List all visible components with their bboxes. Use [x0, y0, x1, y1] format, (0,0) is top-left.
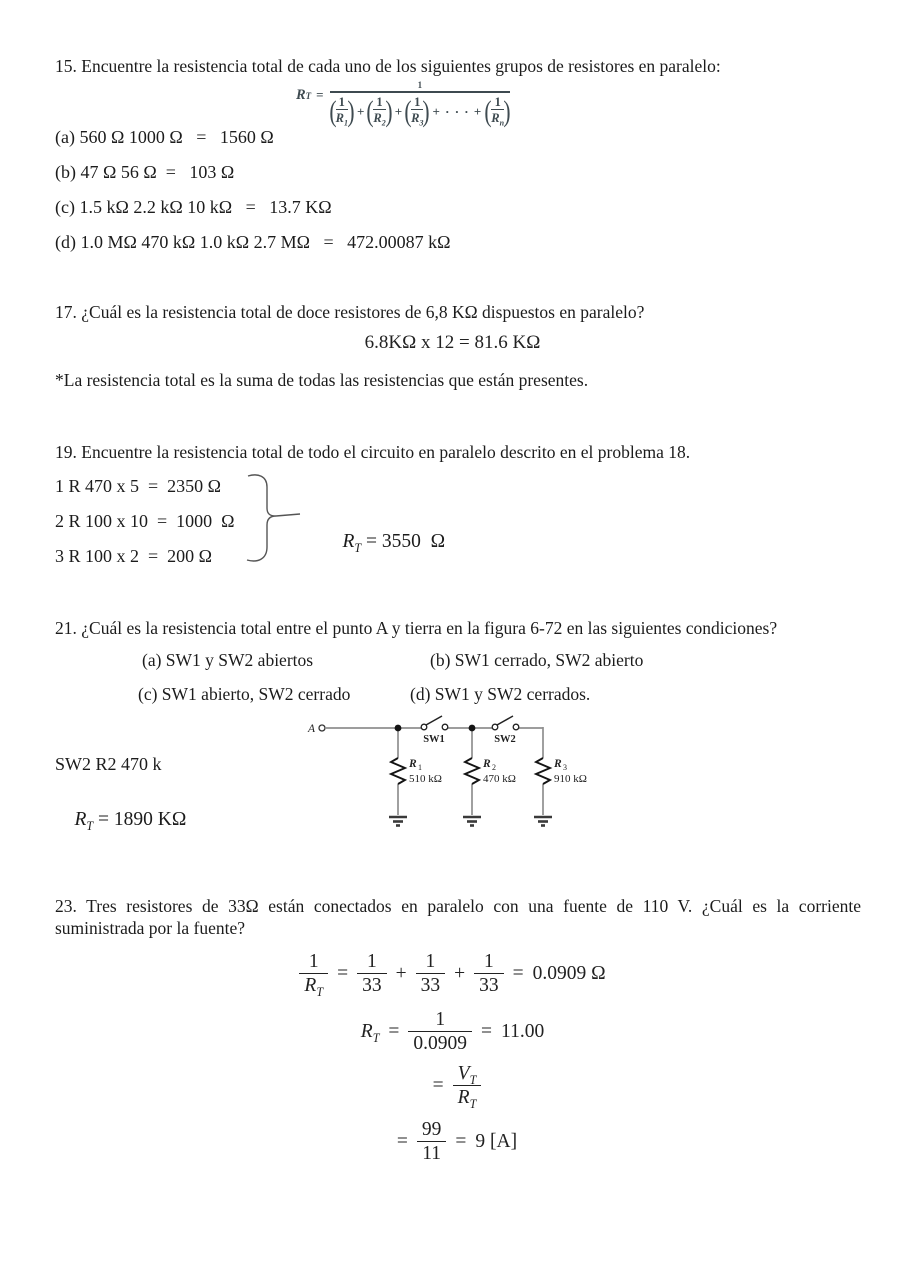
problem-23-text-line2: suministrada por la fuente? [55, 918, 246, 938]
paren-close-icon: ) [503, 95, 511, 129]
term-n-fraction: 1 $R_n$ [491, 95, 505, 128]
term-1-fraction: 1 $R_1$ [335, 95, 348, 128]
r3-value-label: 910 kΩ [554, 773, 587, 785]
switch-sw1-icon [421, 716, 448, 730]
p19-work-line-1: 1 R 470 x 5 = 2350 Ω [55, 476, 222, 496]
plus-sign: + [394, 104, 403, 120]
circuit-figure-6-72 [303, 714, 615, 840]
ground-icon [389, 817, 552, 826]
parallel-resistance-formula [296, 80, 510, 131]
formula-denominator [330, 93, 511, 131]
resistor-r2-icon [465, 758, 479, 784]
r2-var-label: R [483, 758, 491, 770]
fraction-1-over-33: $\frac{1}{33}$ [416, 950, 446, 997]
p21-option-b: (b) SW1 cerrado, SW2 abierto [430, 650, 644, 670]
fraction-1-over-33: $\frac{1}{33}$ [357, 950, 387, 997]
ellipsis-dots: + · · · + [432, 104, 483, 120]
p19-work-line-3: 3 R 100 x 2 = 200 Ω [55, 546, 213, 566]
p21-result: $R_T = 1890$ KΩ [74, 809, 187, 833]
junction-dot-icon [395, 725, 402, 732]
r1-var-label: R [409, 758, 417, 770]
node-a-label: A [308, 723, 316, 735]
answer-b: (b) 47 Ω 56 Ω = 103 Ω [55, 162, 235, 182]
plus-sign: + [454, 962, 466, 984]
r2-value-label: 470 kΩ [483, 773, 516, 785]
formula-numerator: 1 [330, 80, 511, 93]
paren-close-icon: ) [422, 95, 431, 129]
formula-big-fraction [330, 80, 511, 131]
paren-open-icon: ( [328, 95, 337, 129]
r2-sub-label: 2 [492, 763, 496, 772]
problem-23-text-line1: 23. Tres resistores de 33Ω están conectados en paralelo con una fuente de 110 V. ¿Cuál es la corriente [55, 896, 861, 916]
p21-option-c: (c) SW1 abierto, SW2 cerrado [138, 684, 351, 704]
problem-17-equation: 6.8KΩ x 12 = 81.6 KΩ [364, 332, 541, 353]
paren-open-icon: ( [484, 95, 492, 129]
equals-sign: = [512, 962, 524, 984]
problem-17-note: *La resistencia total es la suma de todas las resistencias que están presentes. [55, 370, 589, 390]
term-2-fraction: 1 $R_2$ [373, 95, 386, 128]
p21-option-a: (a) SW1 y SW2 abiertos [142, 650, 314, 670]
equals-sign: = [455, 1130, 467, 1152]
fraction-vt-over-rt: $\frac{V_T}{R_T}$ [453, 1062, 482, 1109]
p23-equation-4 [0, 1118, 905, 1165]
plus-sign: + [356, 104, 365, 120]
terminal-a-icon [319, 725, 325, 731]
resistor-r3-icon [536, 758, 550, 784]
equals-sign: = [388, 1020, 400, 1042]
p19-result: $R_T = 3550$ Ω [342, 531, 446, 555]
r1-value-label: 510 kΩ [409, 773, 442, 785]
eq1-result: 0.0909 Ω [532, 962, 606, 984]
p23-equation-2 [0, 1008, 905, 1055]
r3-var-label: R [554, 758, 562, 770]
rt-variable: $R_T$ [360, 1020, 380, 1045]
answer-d: (d) 1.0 MΩ 470 kΩ 1.0 kΩ 2.7 MΩ = 472.00087 kΩ [55, 232, 451, 252]
equals-sign: = [481, 1020, 493, 1042]
sw1-label: SW1 [423, 734, 445, 745]
answer-a: (a) 560 Ω 1000 Ω = 1560 Ω [55, 127, 274, 147]
fraction-99-over-11: $\frac{99}{11}$ [417, 1118, 447, 1165]
paren-close-icon: ) [347, 95, 355, 129]
term-3-fraction: 1 $R_3$ [411, 95, 424, 128]
p21-work-line: SW2 R2 470 k [55, 754, 162, 774]
problem-17-equation-row [0, 332, 905, 354]
sw2-label: SW2 [494, 734, 516, 745]
formula-lhs-var: R [296, 87, 306, 103]
fraction-1-over-00909: $\frac{1}{0.0909}$ [408, 1008, 472, 1055]
equals-sign: = [337, 962, 349, 984]
eq4-result: 9 [A] [475, 1130, 518, 1152]
p19-work-line-2: 2 R 100 x 10 = 1000 Ω [55, 511, 235, 531]
problem-21-title: 21. ¿Cuál es la resistencia total entre el punto A y tierra en la figura 6-72 en las siguientes condiciones? [55, 618, 778, 638]
answer-c: (c) 1.5 kΩ 2.2 kΩ 10 kΩ = 13.7 KΩ [55, 197, 332, 217]
r1-sub-label: 1 [418, 763, 422, 772]
formula-lhs-sub: T [305, 91, 312, 101]
plus-sign: + [395, 962, 407, 984]
switch-sw2-icon [492, 716, 519, 730]
p21-option-d: (d) SW1 y SW2 cerrados. [410, 684, 591, 704]
resistor-r1-icon [391, 758, 405, 784]
paren-open-icon: ( [404, 95, 412, 129]
problem-15-title: 15. Encuentre la resistencia total de cada uno de los siguientes grupos de resistores en paralelo: [55, 56, 721, 76]
formula-lhs [296, 80, 324, 104]
p23-equation-1 [0, 950, 905, 997]
eq2-result: 11.00 [501, 1020, 545, 1042]
grouping-brace-icon [242, 470, 306, 566]
paren-close-icon: ) [385, 95, 393, 129]
junction-dot-icon [469, 725, 476, 732]
paren-open-icon: ( [366, 95, 374, 129]
problem-19-title: 19. Encuentre la resistencia total de todo el circuito en paralelo descrito en el problema 18. [55, 442, 691, 462]
formula-equals: = [316, 87, 324, 102]
fraction-1-over-rt: $\frac{1}{R_T}$ [299, 950, 328, 997]
equals-sign: = [396, 1130, 408, 1152]
equals-sign: = [432, 1074, 444, 1096]
p23-equation-3 [0, 1062, 905, 1109]
problem-17-title: 17. ¿Cuál es la resistencia total de doce resistores de 6,8 KΩ dispuestos en paralelo? [55, 302, 645, 322]
fraction-1-over-33: $\frac{1}{33}$ [474, 950, 504, 997]
r3-sub-label: 3 [563, 763, 567, 772]
